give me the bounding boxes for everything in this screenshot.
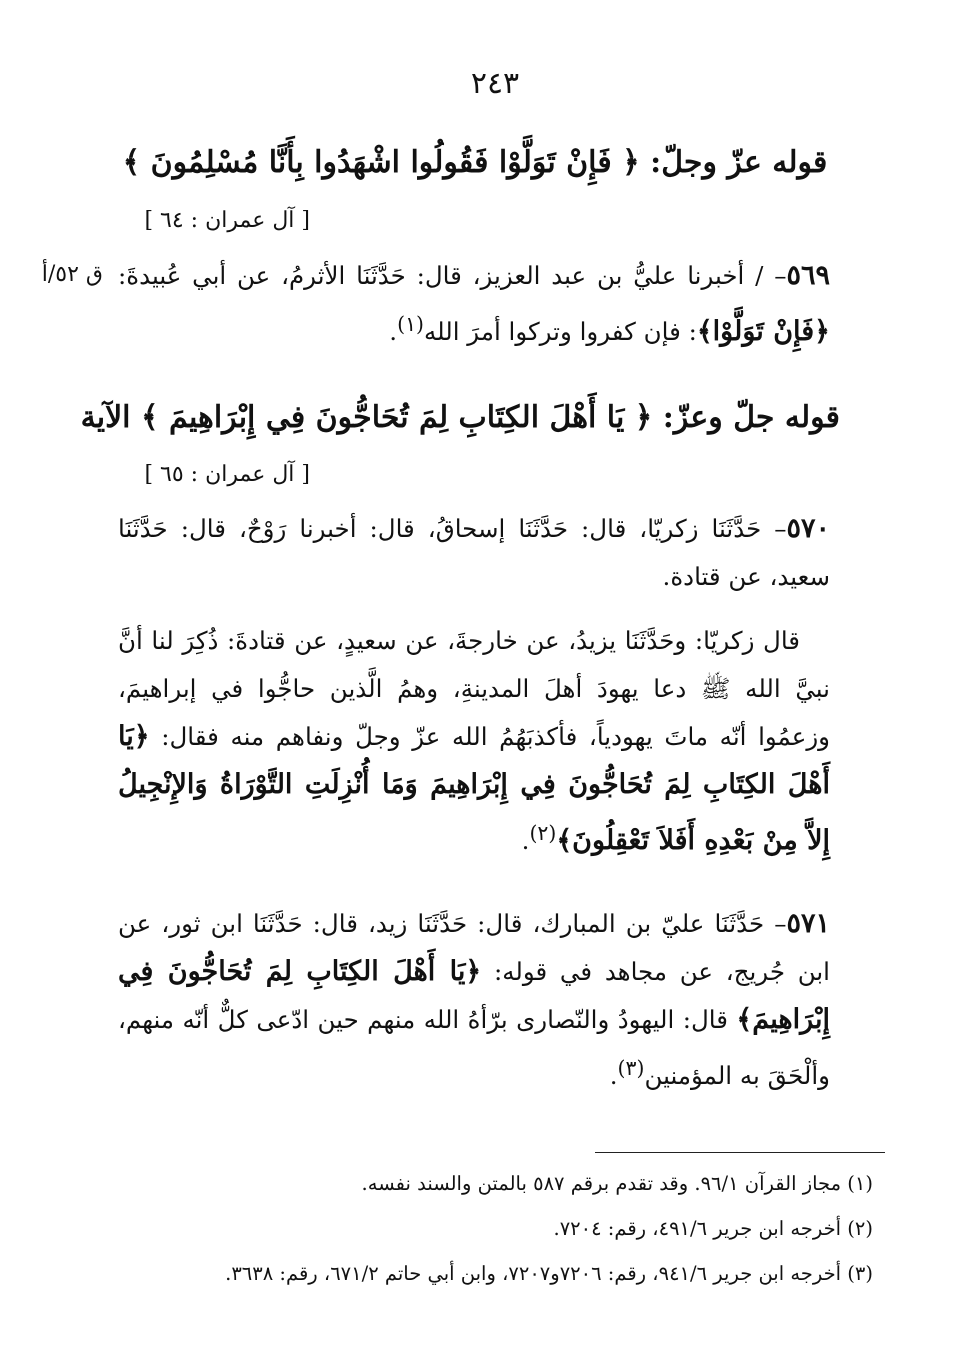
manuscript-margin-note: ق ٥٢/أ: [41, 262, 103, 287]
quran-quote: ﴿فَإِنْ تَوَلَّوْا﴾: [696, 316, 830, 348]
paragraph-text: : فإن كفروا وتركوا أمرَ الله: [424, 317, 697, 347]
section-heading-2: قوله جلّ وعزّ: ﴿ يَا أَهْلَ الكِتَابِ لِمَ تُحَاجُّونَ فِي إِبْرَاهِيمَ ﴾ الآية: [80, 400, 840, 435]
hadith-paragraph-571: ٥٧١– حَدَّثَنَا عليّ بن المبارك، قال: حَدَّثَنَا زيد، قال: حَدَّثَنَا ابن ثور، عن ابن جُريج، عن مجاهد في قوله: ﴿يَا أَهْلَ الكِتَابِ لِمَ تُحَاجُّونَ فِي إِبْرَاهِيمَ﴾ قال: اليهودُ والنّصارى برّأهُ الله منهم حين ادّعى كلٌّ أنّه منهم، وألْحَقَ به المؤمنين$^{(٣)}$.: [118, 908, 830, 1091]
footnote-1: (١) مجاز القرآن ٩٦/١. وقد تقدم برقم ٥٨٧ بالمتن والسند نفسه.: [361, 1172, 873, 1195]
hadith-number: ٥٧١: [786, 908, 830, 939]
hadith-paragraph-569: ٥٦٩– / أخبرنا عليُّ بن عبد العزيز، قال: حَدَّثَنَا الأثرمُ، عن أبي عُبيدةَ: ﴿فَإِنْ تَوَلَّوْا﴾: فإن كفروا وتركوا أمرَ الله$^{(١)}$.: [118, 260, 830, 348]
footnote-3: (٣) أخرجه ابن جرير ٩٤١/٦، رقم: ٧٢٠٦و٧٢٠٧، وابن أبي حاتم ٦٧١/٢، رقم: ٣٦٣٨.: [225, 1262, 873, 1285]
hadith-paragraph-570: [118, 505, 830, 601]
hadith-number: ٥٦٩: [786, 260, 830, 291]
page-number: ٢٤٣: [470, 66, 520, 101]
footnote-marker: (٣): [617, 1056, 645, 1080]
section-heading-1: قوله عزّ وجلّ: ﴿ فَإِنْ تَوَلَّوْا فَقُولُوا اشْهَدُوا بِأَنَّا مُسْلِمُونَ ﴾: [122, 145, 828, 180]
quran-quote: ﴿يَا أَهْلَ الكِتَابِ لِمَ تُحَاجُّونَ فِي إِبْرَاهِيمَ﴾: [118, 956, 830, 1035]
footnote-2: (٢) أخرجه ابن جرير ٤٩١/٦، رقم: ٧٢٠٤.: [553, 1217, 873, 1240]
surah-reference-2: [ آل عمران : ٦٥ ]: [144, 462, 310, 487]
paragraph-text: – / أخبرنا عليُّ بن عبد العزيز، قال: حَدَّثَنَا الأثرمُ، عن أبي عُبيدةَ:: [118, 261, 787, 290]
paragraph-text: قال: اليهودُ والنّصارى برّأهُ الله منهم حين ادّعى كلٌّ أنّه منهم، وألْحَقَ به المؤمنين: [118, 1005, 830, 1091]
paragraph-text: – حَدَّثَنَا زكريّا، قال: حَدَّثَنَا إسحاقُ، قال: أخبرنا رَوْحٌ، قال: حَدَّثَنَا سعيد، عن قتادة.: [118, 514, 830, 591]
quran-quote: ﴿يَا أَهْلَ الكِتَابِ لِمَ تُحَاجُّونَ فِي إِبْرَاهِيمَ وَمَا أُنْزِلَتِ التَّوْرَاةُ وَالإِنْجِيلُ إِلاَّ مِنْ بَعْدِهِ أَفَلاَ تَعْقِلُونَ﴾: [118, 721, 830, 857]
paragraph-text: قال زكريّا: وحَدَّثَنَا يزيدُ، عن خارجةَ، عن سعيدٍ، عن قتادةَ: ذُكِرَ لنا أنَّ نبيَّ الله ﷺ دعا يهودَ أهلَ المدينةِ، وهمُ الَّذين حاجُّوا في إبراهيمَ، وزعمُوا أنّه ماتَ يهودياً، فأكذبَهُمُ الله عزّ وجلّ ونفاهم منه فقال:: [118, 626, 830, 751]
hadith-number: ٥٧٠: [786, 513, 830, 544]
footnote-marker: (١): [397, 312, 424, 336]
footnote-separator: [595, 1152, 885, 1153]
footnote-marker: (٢): [529, 821, 557, 845]
surah-reference-1: [ آل عمران : ٦٤ ]: [144, 208, 310, 233]
paragraph-text: – حَدَّثَنَا عليّ بن المبارك، قال: حَدَّثَنَا زيد، قال: حَدَّثَنَا ابن ثور، عن ابن جُريج، عن مجاهد في قوله:: [118, 909, 830, 986]
hadith-paragraph-570-continued: قال زكريّا: وحَدَّثَنَا يزيدُ، عن خارجةَ، عن سعيدٍ، عن قتادةَ: ذُكِرَ لنا أنَّ نبيَّ الله ﷺ دعا يهودَ أهلَ المدينةِ، وهمُ الَّذين حاجُّوا في إبراهيمَ، وزعمُوا أنّه ماتَ يهودياً، فأكذبَهُمُ الله عزّ وجلّ ونفاهم منه فقال: ﴿يَا أَهْلَ الكِتَابِ لِمَ تُحَاجُّونَ فِي إِبْرَاهِيمَ وَمَا أُنْزِلَتِ التَّوْرَاةُ وَالإِنْجِيلُ إِلاَّ مِنْ بَعْدِهِ أَفَلاَ تَعْقِلُونَ﴾$^{(٢)}$.: [118, 626, 830, 857]
